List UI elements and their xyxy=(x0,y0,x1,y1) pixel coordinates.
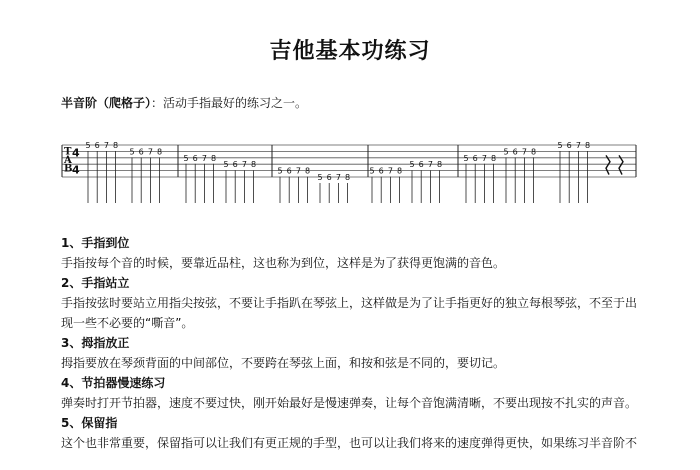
tab-fret-number: 6 xyxy=(378,166,384,176)
tab-fret-number: 5 xyxy=(503,147,509,157)
tab-fret-number: 8 xyxy=(345,173,351,182)
tab-fret-number: 5 xyxy=(129,147,135,157)
tab-clef-letter: A xyxy=(64,154,72,166)
tab-fret-number: 6 xyxy=(286,166,292,176)
intro-line xyxy=(61,94,307,111)
tab-fret-number: 8 xyxy=(157,147,163,157)
section-text: 拇指要放在琴颈背面的中间部位，不要跨在琴弦上面，和按和弦是不同的，要切记。 xyxy=(61,356,506,370)
tab-fret-number: 8 xyxy=(491,153,497,163)
page-title: 吉他基本功练习 xyxy=(269,39,431,64)
tab-fret-number: 5 xyxy=(277,166,283,176)
section-1 xyxy=(61,233,661,273)
section-title: 1、手指到位 xyxy=(61,236,130,250)
section-title: 2、手指站立 xyxy=(61,276,130,290)
section-5 xyxy=(61,413,661,453)
tab-clef-letter: B xyxy=(64,163,73,175)
tab-fret-number: 5 xyxy=(409,160,415,170)
tab-fret-number: 6 xyxy=(138,147,144,157)
section-title: 4、节拍器慢速练习 xyxy=(61,376,166,390)
tab-fret-number: 6 xyxy=(94,141,100,150)
tab-fret-number: 5 xyxy=(463,153,469,163)
tab-fret-number: 7 xyxy=(103,141,109,150)
tab-clef-letter: T xyxy=(64,146,72,158)
tab-fret-number: 8 xyxy=(113,141,119,150)
tab-fret-number: 7 xyxy=(201,153,207,163)
guitar-tab xyxy=(60,135,640,215)
intro-label: 半音阶（爬格子） xyxy=(61,96,152,110)
section-text: 现一些不必要的“嘶音”。 xyxy=(61,316,194,330)
tab-fret-number: 8 xyxy=(251,160,257,170)
tab-fret-number: 5 xyxy=(317,173,323,182)
tab-fret-number: 7 xyxy=(295,166,301,176)
intro-text: ：活动手指最好的练习之一。 xyxy=(151,96,308,110)
section-2 xyxy=(61,273,661,333)
tab-fret-number: 8 xyxy=(305,166,311,176)
tab-fret-number: 5 xyxy=(183,153,189,163)
tab-fret-number: 6 xyxy=(472,153,478,163)
section-text: 这个也非常重要，保留指可以让我们有更正规的手型，也可以让我们将来的速度弹得更快，如果练习半音阶不 xyxy=(61,436,638,450)
tab-fret-number: 7 xyxy=(147,147,153,157)
tab-fret-number: 8 xyxy=(437,160,443,170)
section-text: 手指按每个音的时候，要靠近品柱，这也称为到位，这样是为了获得更饱满的音色。 xyxy=(61,256,506,270)
tab-fret-number: 6 xyxy=(418,160,424,170)
tab-fret-number: 6 xyxy=(192,153,198,163)
tab-fret-number: 6 xyxy=(512,147,518,157)
tab-fret-number: 5 xyxy=(85,141,91,150)
tab-fret-number: 5 xyxy=(223,160,229,170)
section-text: 弹奏时打开节拍器，速度不要过快，刚开始最好是慢速弹奏，让每个音饱满清晰，不要出现按不扎实的声音。 xyxy=(61,396,638,410)
tab-fret-number: 7 xyxy=(481,153,487,163)
section-title: 3、拇指放正 xyxy=(61,336,130,350)
tab-staff xyxy=(60,135,640,215)
section-4 xyxy=(61,373,661,413)
tab-fret-number: 7 xyxy=(387,166,393,176)
tab-fret-number: 7 xyxy=(241,160,247,170)
section-title: 5、保留指 xyxy=(61,416,118,430)
quarter-rest-icon xyxy=(606,155,610,174)
section-3 xyxy=(61,333,661,373)
tab-fret-number: 7 xyxy=(427,160,433,170)
tab-fret-number: 7 xyxy=(521,147,527,157)
tab-fret-number: 7 xyxy=(335,173,341,182)
quarter-rest-icon xyxy=(619,155,623,174)
tab-fret-number: 8 xyxy=(397,166,403,176)
tab-fret-number: 8 xyxy=(531,147,537,157)
tab-fret-number: 7 xyxy=(575,141,581,150)
tab-fret-number: 6 xyxy=(326,173,332,182)
tab-fret-number: 8 xyxy=(585,141,591,150)
tab-fret-number: 5 xyxy=(557,141,563,150)
tab-fret-number: 6 xyxy=(232,160,238,170)
time-signature-top: 4 xyxy=(72,146,80,160)
tab-fret-number: 5 xyxy=(369,166,375,176)
section-text: 手指按弦时要站立用指尖按弦，不要让手指趴在琴弦上，这样做是为了让手指更好的独立每根琴弦，不至于出 xyxy=(61,296,638,310)
tab-fret-number: 6 xyxy=(566,141,572,150)
time-signature-bottom: 4 xyxy=(72,163,80,177)
tab-fret-number: 8 xyxy=(211,153,217,163)
